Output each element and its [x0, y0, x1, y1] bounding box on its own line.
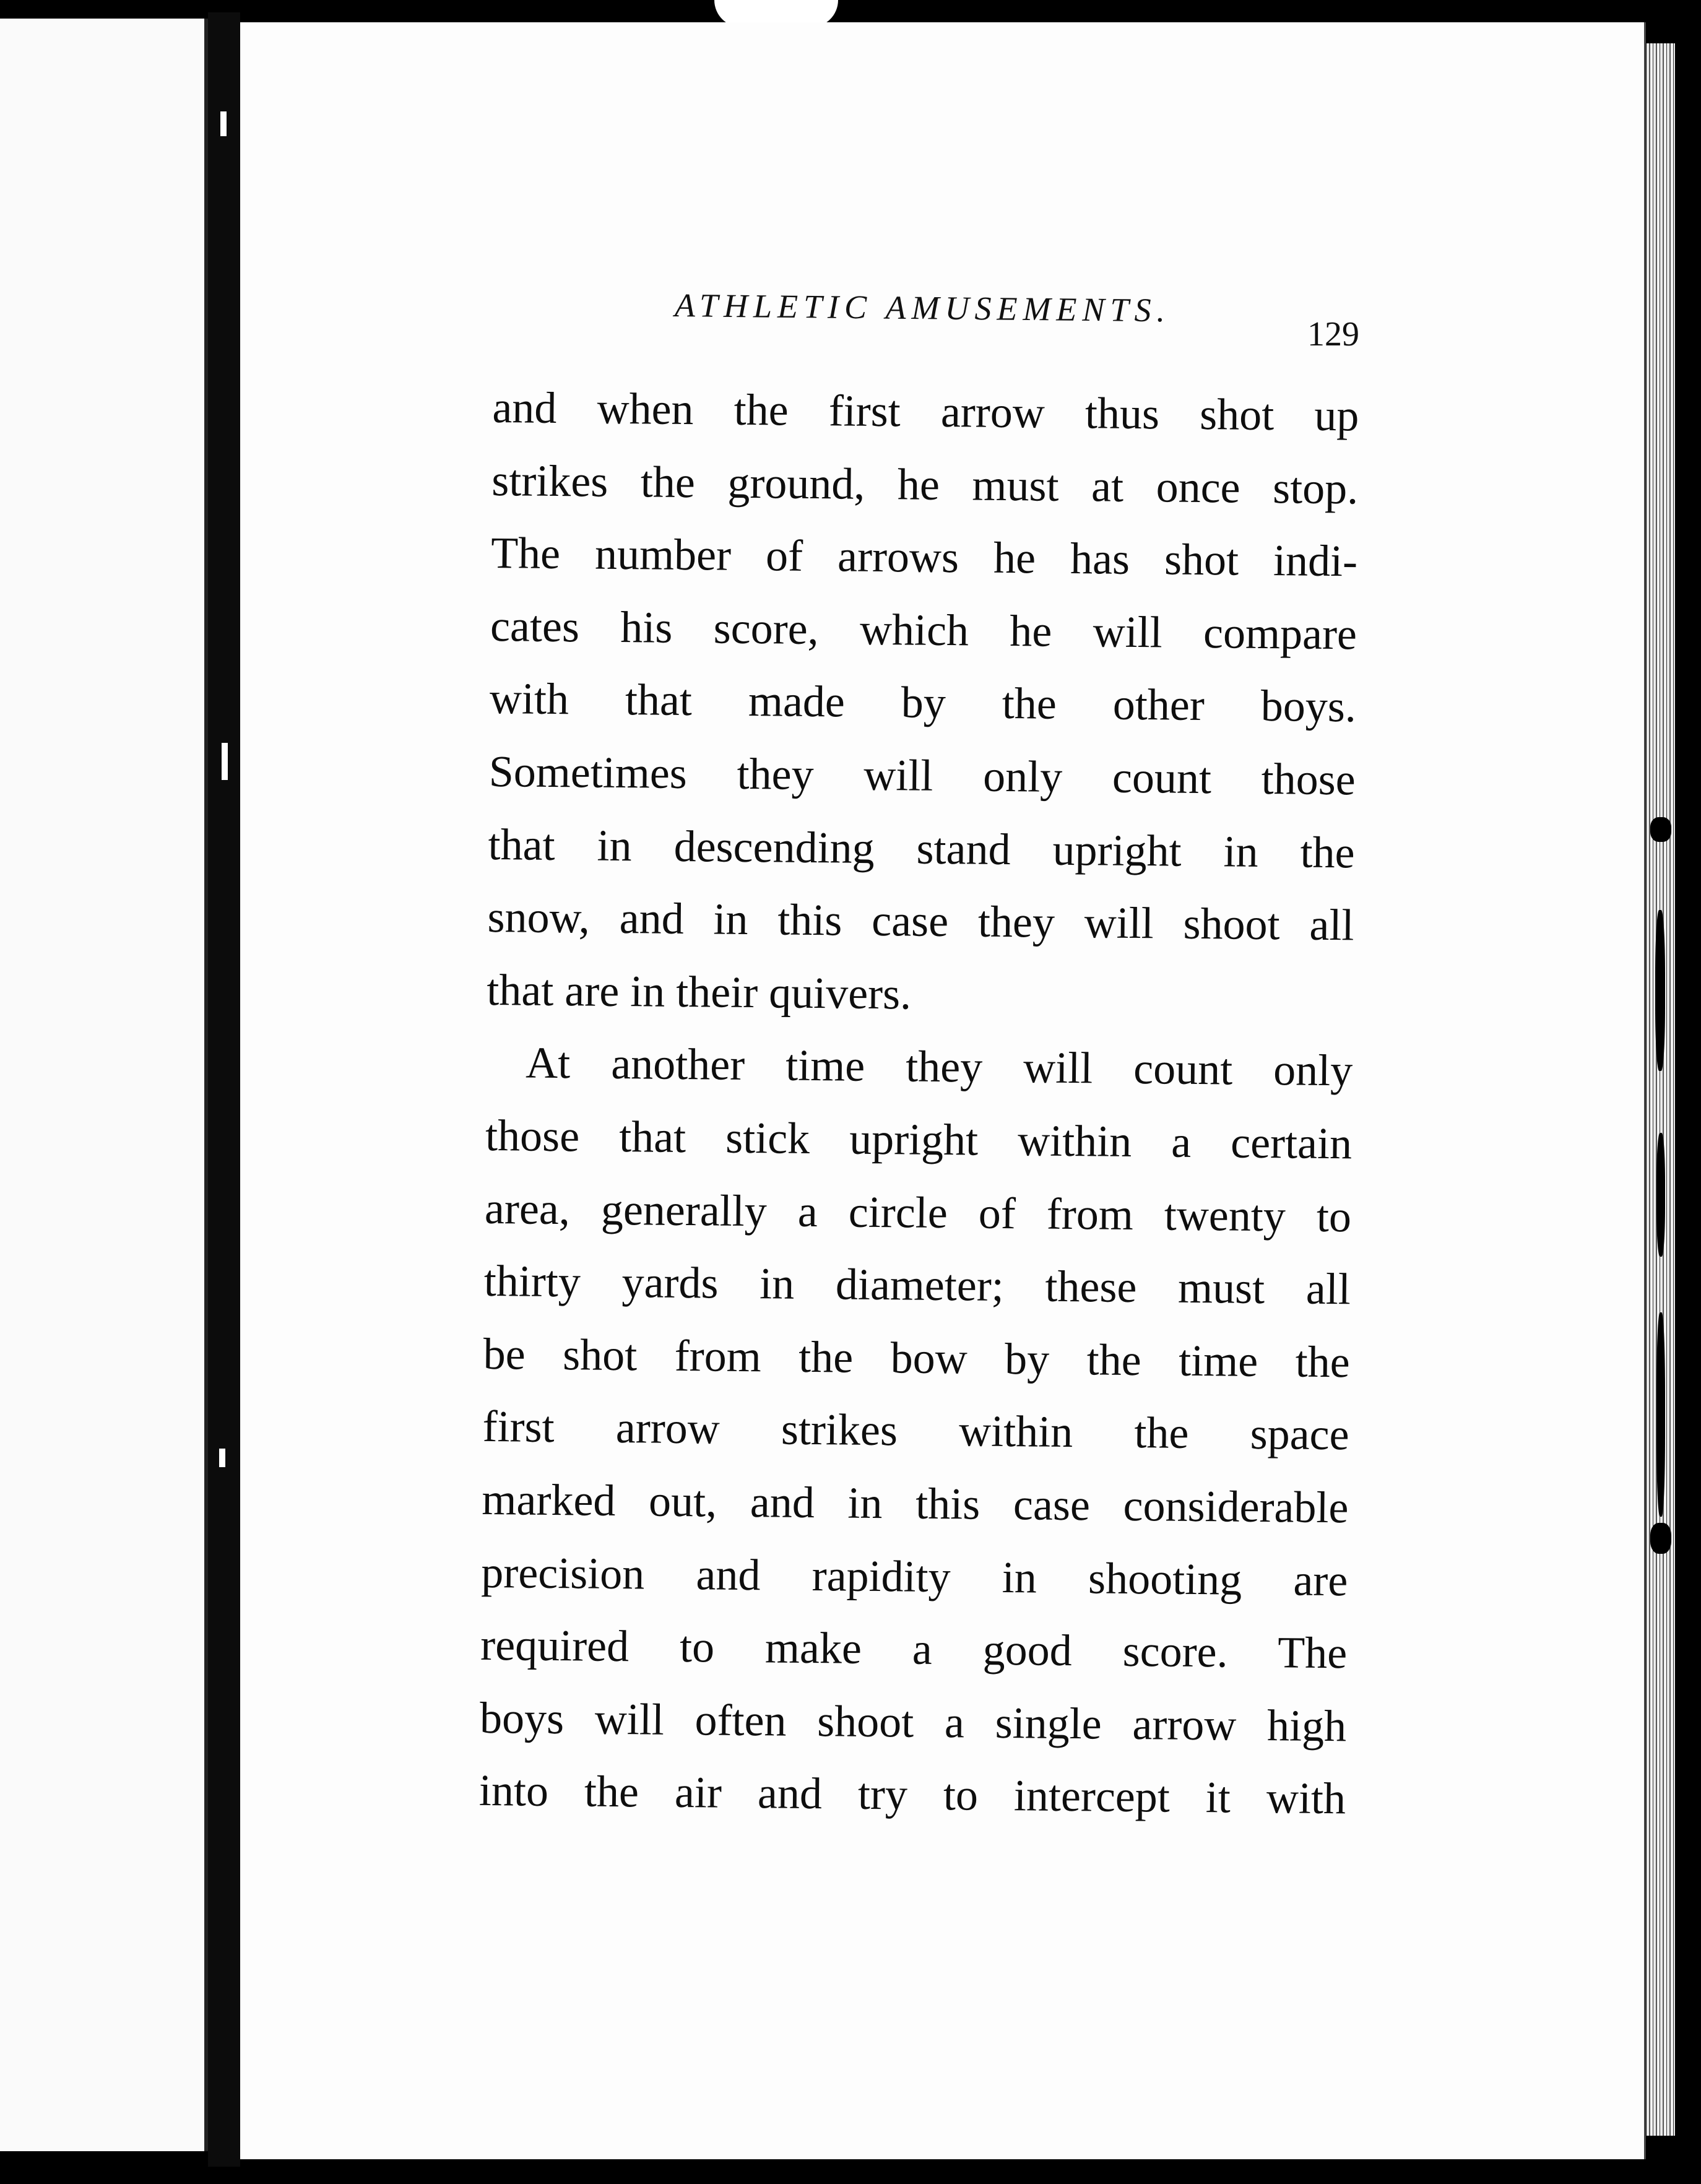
text-line: precision and rapidity in shooting are — [480, 1547, 1348, 1605]
text-line: first arrow strikes within the space — [482, 1402, 1349, 1460]
running-head: ATHLETIC AMUSEMENTS. — [674, 287, 1171, 329]
text-line: strikes the ground, he must at once stop. — [491, 455, 1359, 514]
text-line: and when the first arrow thus shot up — [492, 382, 1359, 441]
text-line: boys will often shoot a single arrow high — [479, 1692, 1347, 1751]
text-line: that are in their quivers. — [487, 964, 912, 1019]
text-line: area, generally a circle of from twenty to — [484, 1183, 1352, 1241]
text-line: those that stick upright within a certain — [485, 1110, 1353, 1169]
page-number: 129 — [1307, 315, 1359, 353]
page-edges — [1647, 43, 1675, 2136]
text-line: snow, and in this case they will shoot all — [487, 892, 1354, 950]
text-line: The number of arrows he has shot indi- — [490, 528, 1358, 586]
text-line: thirty yards in diameter; these must all — [483, 1256, 1351, 1314]
text-line: be shot from the bow by the time the — [483, 1328, 1351, 1387]
text-line: required to make a good score. The — [480, 1620, 1348, 1678]
facing-page — [0, 19, 208, 2151]
text-line: At another time they will count only — [525, 1038, 1353, 1096]
text-line: marked out, and in this case considerable — [482, 1474, 1349, 1533]
text-line: Sometimes they will only count those — [488, 746, 1356, 805]
book-gutter — [208, 12, 240, 2167]
text-line: into the air and try to intercept it with — [478, 1766, 1346, 1824]
text-line: cates his score, which he will compare — [490, 600, 1357, 659]
text-line: that in descending stand upright in the — [488, 819, 1355, 877]
body-text — [478, 371, 1359, 1835]
text-line: with that made by the other boys. — [489, 674, 1357, 732]
